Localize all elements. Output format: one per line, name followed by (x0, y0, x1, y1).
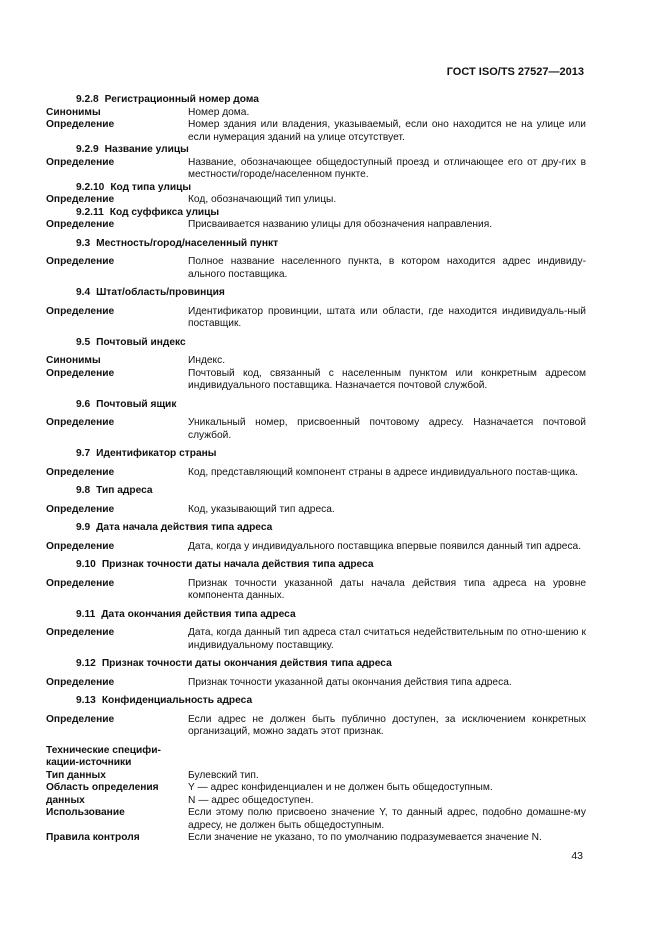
usage-row: Использование Если этому полю присвоено значение Y, то данный адрес, подобно домашне-му адресу, не должен быть общедоступным. (46, 807, 586, 831)
section-heading: 9.3 Местность/город/населенный пункт (76, 237, 279, 249)
definition-row: Определение Код, представляющий компонент страны в адресе индивидуального постав-щика. (46, 466, 578, 478)
document-body (46, 94, 586, 845)
definition-row: Определение Код, обозначающий тип улицы. (46, 194, 337, 205)
definition-row: Определение Признак точности указанной даты начала действия типа адреса на уровне компонента данных. (46, 577, 586, 601)
definition-row: Определение Если адрес не должен быть публично доступен, за исключением конкретных организаций, можно задать этот признак. (46, 713, 586, 737)
section-heading: 9.2.9 Название улицы (76, 144, 189, 155)
page-number: 43 (571, 850, 583, 862)
definition-row: Определение Название, обозначающее общедоступный проезд и отличающее его от дру-гих в местности/городе/населенном пункте. (46, 156, 586, 180)
definition-row: Определение Дата, когда у индивидуального поставщика впервые появился данный тип адреса. (46, 540, 582, 552)
definition-row: Определение Дата, когда данный тип адреса стал считаться недействительным по отно-шению к индивидуальному поставщику. (46, 627, 586, 651)
definition-row: Определение Идентификатор провинции, штата или области, где находится индивидуаль-ный поставщик. (46, 305, 586, 329)
section-heading: 9.11 Дата окончания действия типа адреса (76, 608, 296, 620)
section-heading: 9.2.11 Код суффикса улицы (76, 206, 220, 218)
section-heading: 9.5 Почтовый индекс (76, 336, 186, 348)
section-heading: 9.2.10 Код типа улицы (76, 181, 192, 193)
rules-row: Правила контроля Если значение не указано, то по умолчанию подразумевается значение N. (46, 832, 542, 843)
section-heading: 9.2.8 Регистрационный номер дома (76, 94, 259, 105)
section-heading: 9.9 Дата начала действия типа адреса (76, 522, 273, 533)
definition-row: Определение Номер здания или владения, указываемый, если оно находится не на улице или если нумерация зданий на улице отсутствует. (46, 119, 586, 143)
definition-row: Определение Код, указывающий тип адреса. (46, 503, 335, 515)
synonyms-row: Синонимы Номер дома. (46, 106, 250, 118)
value-domain-row: Область определения данных Y — адрес конфиденциален и не должен быть общедоступным. N — адрес общедоступен. (46, 782, 493, 806)
document-header: ГОСТ ISO/TS 27527—2013 (446, 66, 584, 78)
definition-row: Определение Почтовый код, связанный с населенным пунктом или конкретным адресом индивидуального поставщика. Назначается почтовой службой. (46, 367, 586, 391)
section-heading: 9.13 Конфиденциальность адреса (76, 695, 253, 706)
definition-row: Определение Полное название населенного пункта, в котором находится адрес индивиду-ального поставщика. (46, 256, 586, 280)
synonyms-row: Синонимы Индекс. (46, 355, 226, 366)
definition-row: Определение Уникальный номер, присвоенный почтовому адресу. Назначается почтовой службой. (46, 417, 586, 441)
data-type-row: Тип данных Булевский тип. (46, 769, 259, 781)
section-heading: 9.10 Признак точности даты начала действия типа адреса (76, 559, 374, 570)
definition-row: Определение Признак точности указанной даты окончания действия типа адреса. (46, 676, 512, 688)
section-heading: 9.4 Штат/область/провинция (76, 287, 225, 298)
tech-spec-row: Технические специфи-кации-источники (46, 744, 161, 768)
section-heading: 9.12 Признак точности даты окончания действия типа адреса (76, 658, 392, 669)
definition-row: Определение Присваивается названию улицы для обозначения направления. (46, 219, 493, 230)
section-heading: 9.7 Идентификатор страны (76, 448, 217, 459)
section-heading: 9.8 Тип адреса (76, 485, 153, 496)
section-heading: 9.6 Почтовый ящик (76, 398, 177, 410)
